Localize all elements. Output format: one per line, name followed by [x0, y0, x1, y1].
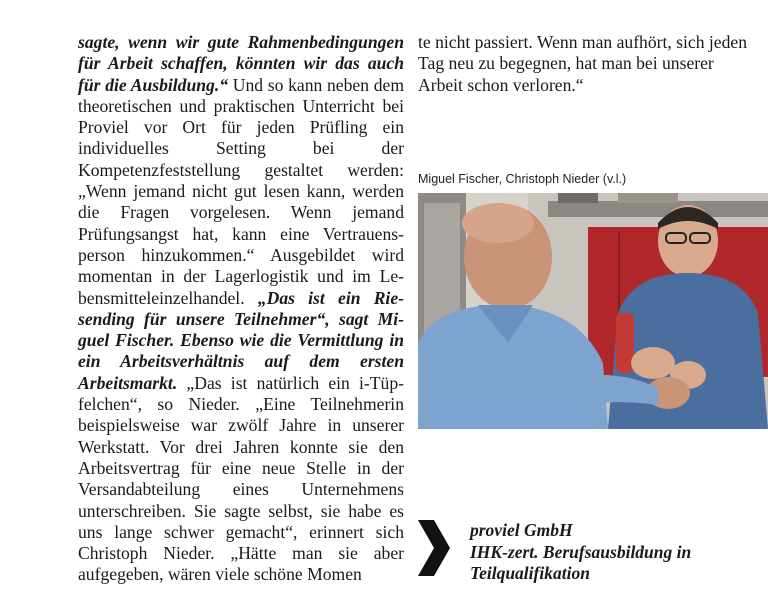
quote-text: „Das ist ein Riesending für unsere Teilnehmer“, sagt Miguel Fischer. Ebenso wie die Vermittlung in ein Arbeitsverhältnis auf dem ersten Arbeitsmarkt.	[78, 287, 404, 393]
body-text: te nicht passiert. Wenn man aufhört, sich jeden Tag neu zu begegnen, hat man bei unserer Arbeit schon verloren.“	[418, 32, 748, 95]
chevron-right-icon	[416, 520, 452, 576]
company-box	[470, 520, 760, 585]
body-text: „Das ist natürlich ein i-Tüpfelchen“, so Nieder. „Eine Teilnehmerin beispielsweise war zwölf Jahre in unserer Werkstatt. Vor drei Jahren konnte sie den Arbeitsvertrag für eine neue Stelle in der Versandabteilung eines Unternehmens unterschreiben. Sie sagte selbst, sie habe es uns lange schwer gemacht“, erinnert sich Christoph Nieder. „Hätte man sie aber aufgegeben, wären viele schöne Momen	[78, 372, 404, 585]
quote-text: sagte, wenn wir gute Rahmenbedingungen für Arbeit schaffen, könnten wir das auch für die Ausbildung.“	[78, 32, 404, 95]
company-name: proviel GmbH	[470, 520, 573, 540]
article-paragraph	[78, 32, 404, 586]
photo-illustration	[418, 193, 768, 429]
interview-photo	[418, 193, 768, 429]
body-text: Und so kann neben dem theoretischen und praktischen Unterricht bei Proviel vor Ort für jeden Prüfling ein individuelles Setting bei der Kompetenzfeststellung gestaltet werden: „Wenn jemand nicht gut lesen kann, werden die Fragen vorgelesen. Wenn jemand Prüfungsangst hat, kann eine Vertrauensperson hinzukommen.“ Ausgebildet wird momentan in der Lagerlogistik und im Lebensmitteleinzelhandel.	[78, 74, 404, 308]
article-left-column	[78, 32, 404, 586]
company-subtitle: IHK-zert. Berufsausbildung in	[470, 541, 692, 562]
article-right-column	[418, 32, 748, 96]
company-subtitle: Teilqualifikation	[470, 563, 590, 583]
photo-caption: Miguel Fischer, Christoph Nieder (v.l.)	[418, 172, 627, 186]
